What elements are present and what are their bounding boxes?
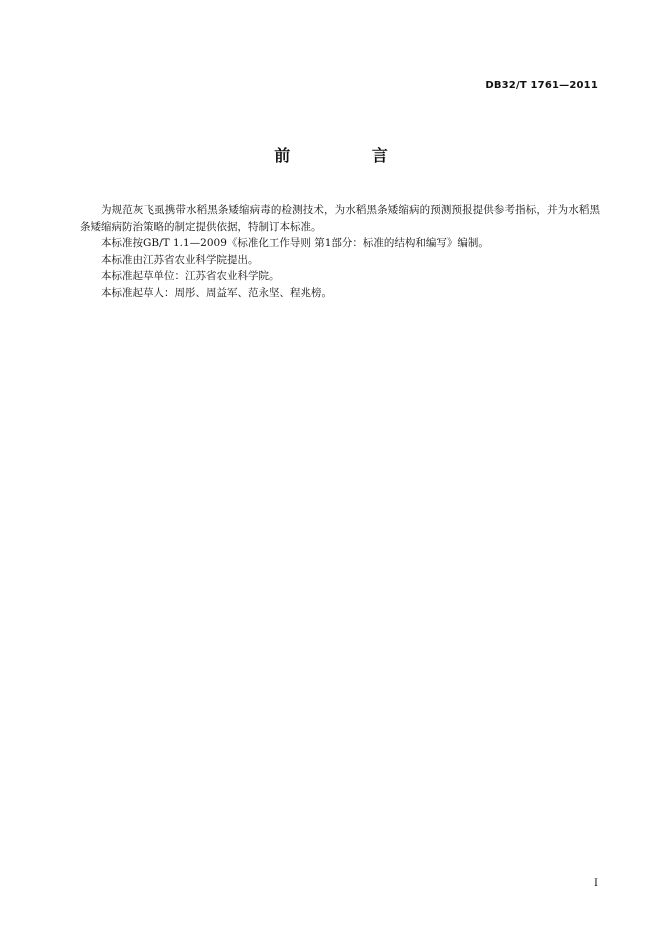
paragraph-purpose: 为规范灰飞虱携带水稻黑条矮缩病毒的检测技术，为水稻黑条矮缩病的预测预报提供参考指标，并为水稻黑条矮缩病防治策略的制定提供依据，特制订本标准。 [80,204,600,233]
page-title: 前 言 [274,146,426,165]
paragraph-proposer: 本标准由江苏省农业科学院提出。 [101,253,259,266]
page-number: I [594,878,598,889]
foreword-body [80,202,600,301]
document-number: DB32/T 1761—2011 [485,80,598,91]
paragraph-drafting-unit: 本标准起草单位：江苏省农业科学院。 [101,270,280,282]
paragraph-drafters: 本标准起草人：周彤、周益军、范永坚、程兆榜。 [101,286,332,299]
paragraph-drafting-rules: 本标准按GB/T 1.1—2009《标准化工作导则 第1部分：标准的结构和编写》编制。 [101,237,489,249]
